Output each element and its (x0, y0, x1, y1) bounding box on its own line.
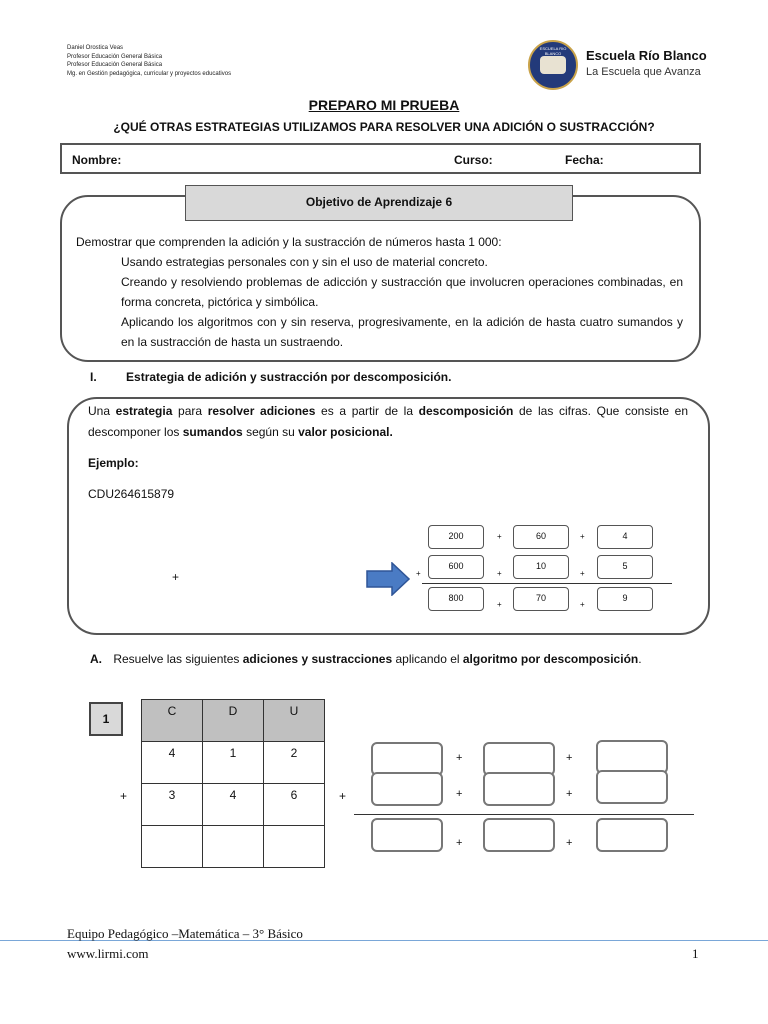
value-box: 5 (597, 555, 653, 579)
school-logo (528, 40, 578, 90)
exercise-number: 1 (89, 702, 123, 736)
course-label[interactable]: Curso: (454, 153, 493, 167)
answer-box[interactable] (483, 742, 555, 776)
bold-text: valor posicional. (298, 425, 393, 439)
author-line: Daniel Orostica Veas (67, 45, 124, 51)
bold-text: estrategia (115, 404, 173, 418)
bold-text: resolver adiciones (207, 404, 316, 418)
value-box: 200 (428, 525, 484, 549)
header-cell: D (203, 700, 264, 742)
bold-text: sumandos (182, 425, 243, 439)
answer-box[interactable] (596, 818, 668, 852)
footer-website[interactable]: www.lirmi.com (67, 946, 149, 961)
table-cell: 6 (264, 784, 325, 826)
table-cell: 4 (203, 784, 264, 826)
objective-item: Creando y resolviendo problemas de adicción y sustracción que involucren operaciones combinadas, en forma concreta, pictórica y simbólica. (121, 275, 683, 309)
logo-text: ESCUELA RIO BLANCO (539, 46, 567, 56)
value-box: 600 (428, 555, 484, 579)
value-box: 9 (597, 587, 653, 611)
value-box: 800 (428, 587, 484, 611)
text: para (172, 404, 208, 418)
name-label[interactable]: Nombre: (72, 153, 122, 167)
school-slogan: La Escuela que Avanza (586, 66, 701, 78)
text: Resuelve las siguientes (113, 652, 243, 666)
answer-box[interactable] (596, 770, 668, 804)
sum-line (354, 814, 694, 815)
value-box: 70 (513, 587, 569, 611)
objective-text (76, 232, 683, 352)
school-name: Escuela Río Blanco (586, 48, 707, 63)
header-cell: U (264, 700, 325, 742)
author-info (67, 44, 231, 78)
plus-sign: + (120, 789, 128, 803)
sum-line (422, 583, 672, 584)
place-value-table (141, 699, 325, 868)
section-a-letter: A. (90, 652, 102, 666)
answer-box[interactable] (371, 742, 443, 776)
page-title: PREPARO MI PRUEBA (308, 97, 460, 113)
objective-intro: Demostrar que comprenden la adición y la sustracción de números hasta 1 000: (76, 235, 502, 249)
objective-item: Usando estrategias personales con y sin el uso de material concreto. (121, 255, 488, 269)
text: es a partir de la (315, 404, 419, 418)
objective-item: Aplicando los algoritmos con y sin reserva, progresivamente, en la adición de hasta cuatro sumandos y en la sustracción de hasta un sustraendo. (121, 315, 683, 349)
text: según su (242, 425, 299, 439)
page-number: 1 (692, 946, 699, 961)
table-cell: 4 (142, 742, 203, 784)
text: . (638, 652, 642, 666)
answer-box[interactable] (483, 818, 555, 852)
answer-box[interactable] (371, 818, 443, 852)
author-line: Profesor Educación General Básica (67, 53, 163, 60)
author-line: Profesor Educación General Básica (67, 62, 163, 68)
cdu-text: CDU264615879 (88, 487, 175, 501)
example-text (88, 401, 688, 505)
plus-sign: + (339, 789, 347, 803)
strategy-paragraph (88, 401, 688, 443)
date-label[interactable]: Fecha: (565, 153, 604, 167)
answer-box[interactable] (483, 772, 555, 806)
value-box: 4 (597, 525, 653, 549)
section-1-heading (90, 370, 451, 384)
text: de las cifras. Que consiste en descomponer los (88, 404, 688, 439)
value-box: 60 (513, 525, 569, 549)
bold-text: descomposición (418, 404, 514, 418)
table-cell: 3 (142, 784, 203, 826)
plus-sign: + (416, 569, 421, 578)
table-cell: 2 (264, 742, 325, 784)
page-subtitle: ¿QUÉ OTRAS ESTRATEGIAS UTILIZAMOS PARA RESOLVER UNA ADICIÓN O SUSTRACCIÓN? (113, 120, 655, 134)
footer-team: Equipo Pedagógico –Matemática – 3° Básico (67, 926, 303, 941)
section-a-instructions (90, 652, 642, 666)
value-box: 10 (513, 555, 569, 579)
header-cell: C (142, 700, 203, 742)
bold-text: adiciones y sustracciones (242, 652, 393, 666)
objective-title: Objetivo de Aprendizaje 6 (185, 185, 573, 221)
answer-cell[interactable] (264, 826, 325, 868)
logo-emblem (540, 56, 566, 74)
section-1-title: Estrategia de adición y sustracción por descomposición. (126, 370, 452, 384)
student-info-box (60, 143, 701, 174)
right-arrow-icon (366, 562, 410, 596)
section-1-number: I. (90, 370, 97, 384)
table-cell: 1 (203, 742, 264, 784)
answer-box[interactable] (596, 740, 668, 774)
answer-box[interactable] (371, 772, 443, 806)
answer-cell[interactable] (142, 826, 203, 868)
text: Una (88, 404, 116, 418)
text: aplicando el (392, 652, 463, 666)
author-line: Mg. en Gestión pedagógica, curricular y proyectos educativos (67, 70, 232, 77)
plus-sign: + (172, 570, 180, 584)
bold-text: algoritmo por descomposición (462, 652, 639, 666)
answer-cell[interactable] (203, 826, 264, 868)
example-label: Ejemplo: (88, 456, 139, 470)
